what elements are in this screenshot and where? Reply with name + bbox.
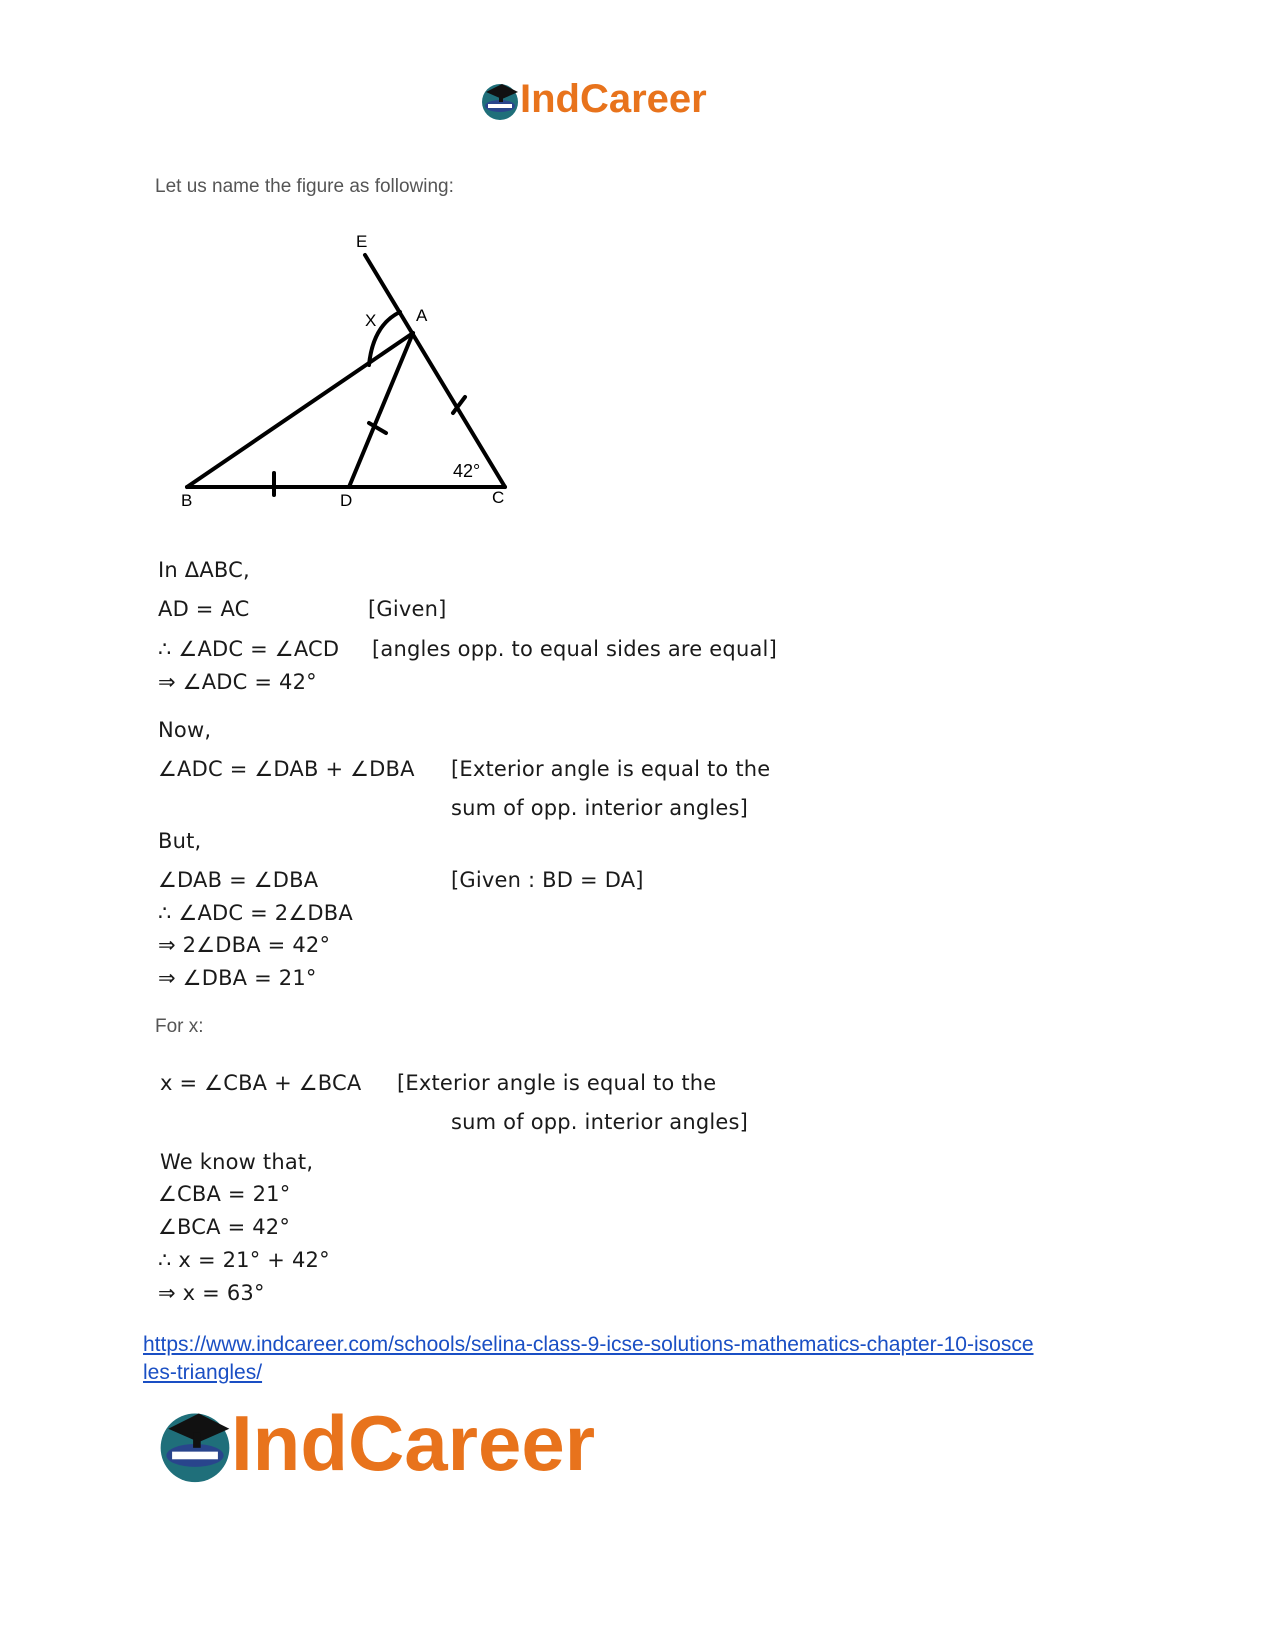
line-x-21-42: ∴ x = 21° + 42° — [158, 1248, 330, 1272]
globe-cap-icon — [478, 78, 522, 122]
line-exterior-1-reason: [Exterior angle is equal to the — [451, 757, 771, 781]
line-exterior-1-reason-cont: sum of opp. interior angles] — [451, 796, 749, 820]
header-logo-text: IndCareer — [520, 77, 707, 121]
line-dab-dba: ∠DAB = ∠DBA — [158, 868, 319, 892]
label-C: C — [492, 488, 505, 507]
line-x-63: ⇒ x = 63° — [158, 1281, 265, 1305]
line-adc-2dba: ∴ ∠ADC = 2∠DBA — [158, 901, 353, 925]
line-we-know: We know that, — [160, 1150, 314, 1174]
line-cba-21: ∠CBA = 21° — [158, 1182, 291, 1206]
label-A: A — [416, 306, 428, 325]
line-ad-ac-reason: [Given] — [368, 597, 447, 621]
line-adc-42: ⇒ ∠ADC = 42° — [158, 670, 317, 694]
source-link-line2: les-triangles/ — [143, 1361, 263, 1384]
footer-logo — [153, 1398, 673, 1488]
label-angle-C: 42° — [453, 461, 481, 481]
line-dab-dba-reason: [Given : BD = DA] — [451, 868, 644, 892]
for-x-label: For x: — [155, 1016, 204, 1037]
source-link[interactable] — [143, 1331, 1034, 1387]
line-adc-acd: ∴ ∠ADC = ∠ACD — [158, 637, 340, 661]
line-x-sum-reason: [Exterior angle is equal to the — [397, 1071, 717, 1095]
footer-logo-text: IndCareer — [231, 1399, 596, 1487]
intro-text: Let us name the figure as following: — [155, 176, 454, 197]
line-now: Now, — [158, 718, 212, 742]
line-adc-acd-reason: [angles opp. to equal sides are equal] — [372, 637, 777, 661]
line-ad-ac: AD = AC — [158, 597, 250, 621]
source-link-line1: https://www.indcareer.com/schools/selina-class-9-icse-solutions-mathematics-chapter-10-isosce — [143, 1333, 1034, 1356]
line-dba-21: ⇒ ∠DBA = 21° — [158, 966, 317, 990]
line-but: But, — [158, 829, 202, 853]
label-B: B — [181, 491, 193, 510]
line-EC — [365, 255, 505, 487]
globe-cap-icon — [153, 1402, 237, 1486]
line-exterior-1: ∠ADC = ∠DAB + ∠DBA — [158, 757, 415, 781]
line-in-abc: In ΔABC, — [158, 558, 250, 582]
line-2dba-42: ⇒ 2∠DBA = 42° — [158, 933, 331, 957]
triangle-figure — [170, 225, 530, 520]
line-x-sum-reason-cont: sum of opp. interior angles] — [451, 1110, 749, 1134]
line-bca-42: ∠BCA = 42° — [158, 1215, 291, 1239]
label-X: X — [365, 311, 377, 330]
label-E: E — [356, 232, 368, 251]
label-D: D — [340, 491, 353, 510]
line-x-sum: x = ∠CBA + ∠BCA — [160, 1071, 362, 1095]
